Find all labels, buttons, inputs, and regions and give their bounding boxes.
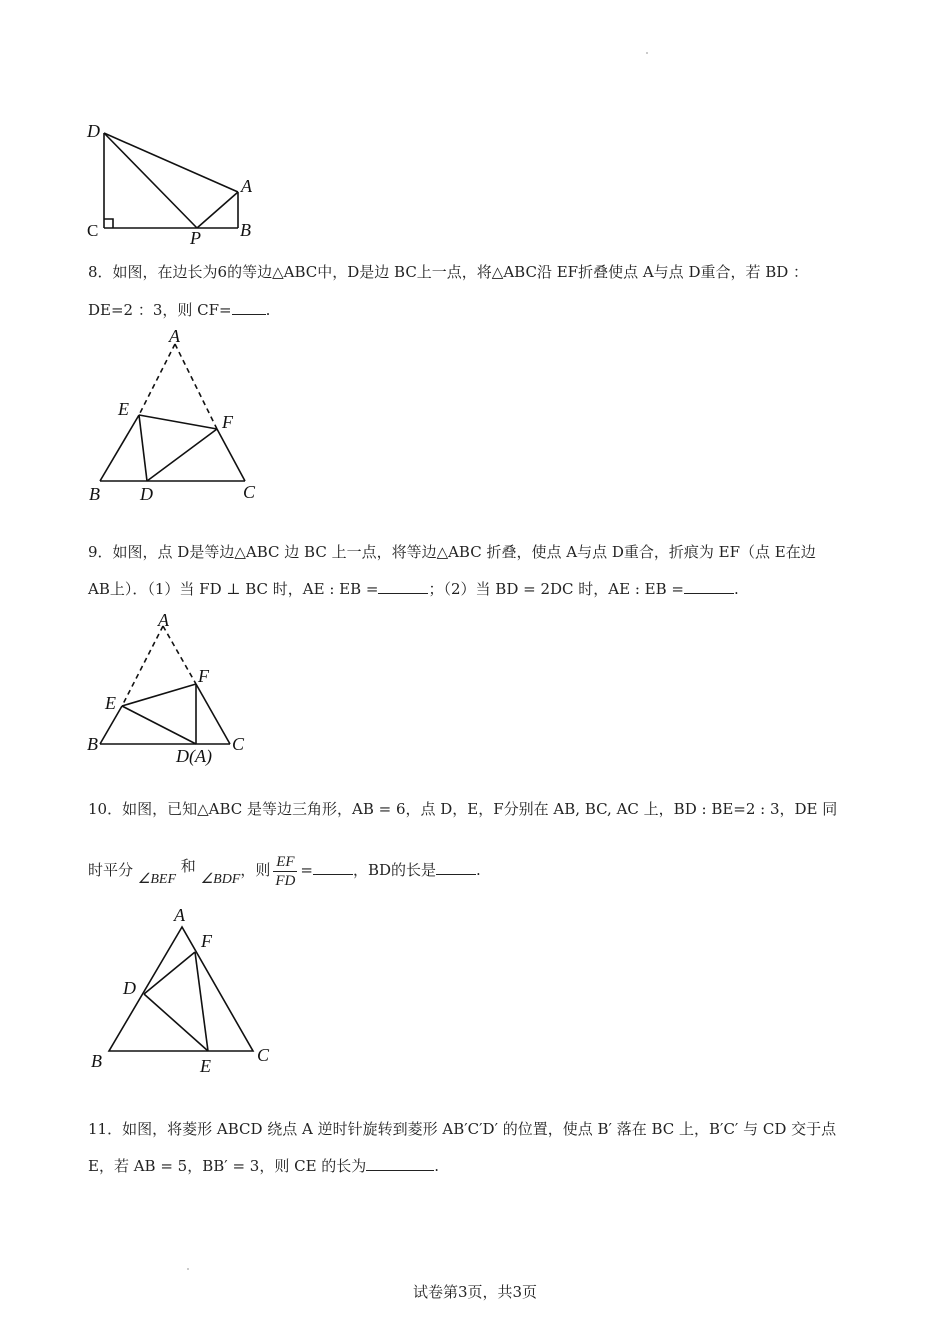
answer-blank-2[interactable] xyxy=(436,860,476,875)
figure-q7 xyxy=(80,118,270,248)
label-A: A xyxy=(158,610,169,630)
label-F: F xyxy=(201,931,212,951)
segment-ED xyxy=(139,415,147,481)
fraction-denominator: FD xyxy=(275,872,296,889)
segment-PA xyxy=(197,192,238,228)
label-B: B xyxy=(87,734,98,754)
answer-blank-1[interactable] xyxy=(378,579,428,594)
label-P: P xyxy=(190,228,201,248)
question-10-line-1: 10．如图，已知△ABC 是等边三角形，AB = 6，点 D，E，F分别在 AB, BC, AC 上，BD : BE=2 : 3，DE 同 xyxy=(88,800,838,818)
segment-DE xyxy=(144,994,208,1051)
label-B: B xyxy=(240,220,251,240)
question-11-line-1: 11．如图，将菱形 ABCD 绕点 A 逆时针旋转到菱形 AB′C′D′ 的位置，使点 B′ 落在 BC 上，B′C′ 与 CD 交于点 xyxy=(88,1120,837,1138)
label-F: F xyxy=(222,412,233,432)
q8-text: DE=2 ：3，则 CF= xyxy=(88,301,232,319)
segment-DF xyxy=(144,952,195,994)
q11-period: . xyxy=(434,1157,440,1175)
label-D: D xyxy=(140,484,153,504)
question-10-line-2 xyxy=(88,850,868,892)
label-A: A xyxy=(174,905,185,925)
label-D: D xyxy=(87,121,100,141)
fold-segment-AF xyxy=(175,344,217,429)
label-B: B xyxy=(91,1051,102,1071)
fold-segment-AF xyxy=(163,626,196,684)
angle-BDF: ∠BDF xyxy=(200,872,241,887)
q8-period: . xyxy=(265,301,271,319)
fold-segment-AE xyxy=(139,344,175,415)
segment-DF xyxy=(147,429,217,481)
scan-dot xyxy=(187,1268,189,1270)
label-C: C xyxy=(232,734,245,754)
q10-equals: = xyxy=(300,861,313,879)
figure-q8 xyxy=(85,326,265,508)
q9-part1: AB上）．（1）当 FD ⊥ BC 时，AE : EB = xyxy=(88,580,379,598)
fraction-EF-FD xyxy=(273,853,297,890)
segment-FC xyxy=(196,684,230,744)
question-9-line-1: 9．如图，点 D是等边△ABC 边 BC 上一点，将等边△ABC 折叠，使点 A与点 D重合，折痕为 EF（点 E在边 xyxy=(88,543,816,561)
q10-text-a: 时平分 xyxy=(88,861,134,879)
label-C: C xyxy=(257,1045,270,1065)
segment-EF xyxy=(122,684,196,706)
segment-EF xyxy=(139,415,217,429)
angle-BEF: ∠BEF xyxy=(137,872,177,887)
question-9-line-2 xyxy=(88,578,868,600)
question-8-line-1: 8．如图，在边长为6的等边△ABC中，D是边 BC上一点，将△ABC沿 EF折叠使点 A与点 D重合，若 BD ： xyxy=(88,263,809,281)
segment-EB xyxy=(100,415,139,481)
segment-ED xyxy=(122,706,196,744)
q10-text-c: ，则 xyxy=(240,861,271,879)
segment-DP xyxy=(104,133,197,228)
segment-FE xyxy=(195,952,208,1051)
label-D: D xyxy=(123,978,136,998)
figure-q9 xyxy=(80,608,260,768)
question-11-line-2 xyxy=(88,1155,868,1177)
q9-period: . xyxy=(733,580,739,598)
answer-blank-1[interactable] xyxy=(313,860,353,875)
segment-DA xyxy=(104,133,238,192)
label-A: A xyxy=(169,326,180,346)
label-E: E xyxy=(200,1056,211,1076)
answer-blank[interactable] xyxy=(366,1156,434,1171)
answer-blank[interactable] xyxy=(232,300,266,315)
label-E: E xyxy=(105,693,116,713)
label-F: F xyxy=(198,666,209,686)
label-C: C xyxy=(87,221,99,240)
fraction-numerator: EF xyxy=(273,853,297,872)
label-B: B xyxy=(89,484,100,504)
scan-dot xyxy=(646,52,648,54)
segment-FC xyxy=(217,429,245,481)
label-E: E xyxy=(118,399,129,419)
label-D-A: D(A) xyxy=(176,746,212,766)
q9-part2: ；（2）当 BD = 2DC 时，AE : EB = xyxy=(428,580,684,598)
figure-q10 xyxy=(85,900,285,1080)
q10-period: . xyxy=(476,861,481,879)
right-angle-mark xyxy=(104,219,113,228)
question-8-line-2 xyxy=(88,299,868,321)
q10-text-e: ，BD的长是 xyxy=(352,861,437,879)
q10-text-b: 和 xyxy=(180,857,196,875)
fold-segment-AE xyxy=(122,626,163,706)
label-A: A xyxy=(241,176,252,196)
page-footer: 试卷第3页，共3页 xyxy=(412,1283,538,1301)
answer-blank-2[interactable] xyxy=(684,579,734,594)
label-C: C xyxy=(243,482,256,502)
q11-text: E，若 AB = 5，BB′ = 3，则 CE 的长为 xyxy=(88,1157,367,1175)
